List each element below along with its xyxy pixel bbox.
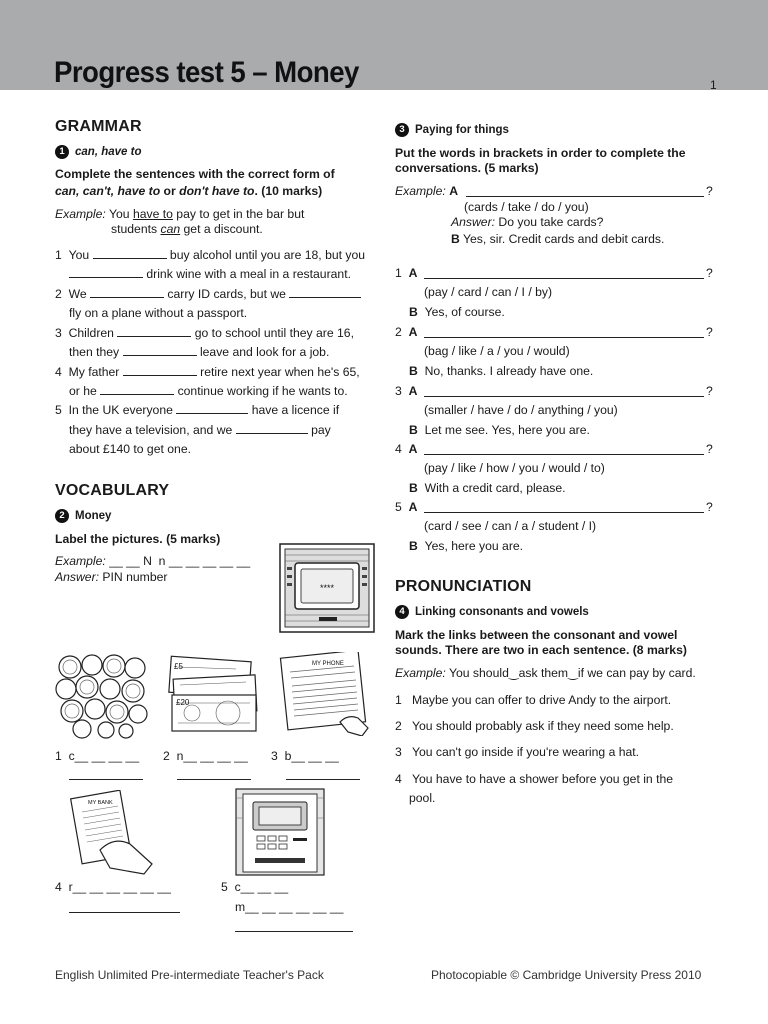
receipt-picture: [66, 790, 162, 876]
exercise-4-title: Linking consonants and vowels: [415, 606, 589, 618]
example-text: You should‿ask them‿if we can pay by card.: [445, 666, 696, 680]
example-answer-line: [466, 196, 704, 197]
speaker-a: A: [408, 266, 418, 280]
instr-word-1: can, can't, have to: [55, 184, 161, 198]
example-label: Example:: [395, 666, 446, 680]
conversation-2-line-b: [409, 364, 593, 378]
answer-blank[interactable]: [289, 287, 361, 298]
item-text[interactable]: Maybe you can offer to drive Andy to the airport.: [411, 693, 672, 707]
grammar-item-5-line3: about £140 to get one.: [69, 442, 191, 456]
answer-line[interactable]: [69, 779, 143, 780]
exercise-2-header: [55, 509, 111, 523]
item-text: have a licence if: [251, 403, 340, 417]
pronunciation-item-4-line2[interactable]: pool.: [409, 791, 436, 805]
conversation-4-line-b: [409, 481, 566, 495]
question-mark: ?: [706, 266, 713, 280]
item-number: 3: [395, 745, 402, 759]
conversation-3-line-a: [395, 384, 417, 398]
answer-blank[interactable]: [117, 326, 191, 337]
grammar-item-2: [55, 287, 361, 301]
item-text: In the UK everyone: [68, 403, 173, 417]
exercise-2-title: Money: [75, 510, 112, 522]
exercise-3-title: Paying for things: [415, 124, 509, 136]
svg-text:£5: £5: [174, 662, 183, 671]
item-text[interactable]: You have to have a shower before you get in the: [411, 772, 674, 786]
exercise-1-example: [55, 207, 304, 221]
exercise-3-instruction-line2: conversations. (5 marks): [395, 161, 539, 175]
answer-line[interactable]: [69, 912, 180, 913]
item-number: 1: [55, 248, 62, 262]
answer-blank[interactable]: [69, 267, 143, 278]
item-number: 1: [395, 693, 402, 707]
reply-text: No, thanks. I already have one.: [424, 364, 594, 378]
vocab-label-5-second: m__ __ __ __ __ __: [235, 900, 344, 914]
coins-picture: [54, 653, 150, 739]
item-text: My father: [68, 365, 120, 379]
exercise-3-example: [395, 184, 458, 198]
answer-line[interactable]: [235, 931, 353, 932]
reply-text: Yes, here you are.: [424, 539, 524, 553]
answer-line[interactable]: [286, 779, 360, 780]
exercise-3-header: [395, 123, 509, 137]
footer-left: English Unlimited Pre-intermediate Teacher's Pack: [55, 968, 324, 982]
exercise-4-header: [395, 605, 589, 619]
pronunciation-heading: PRONUNCIATION: [395, 578, 532, 595]
exercise-3-example-reply: [451, 232, 664, 246]
answer-blank[interactable]: [176, 403, 248, 414]
exercise-number-badge: 4: [395, 605, 409, 619]
item-number: 3: [395, 384, 402, 398]
answer-blank[interactable]: [100, 384, 174, 395]
answer-line[interactable]: [424, 512, 704, 513]
answer-line[interactable]: [177, 779, 251, 780]
item-text: Children: [68, 326, 114, 340]
conversation-4-line-a: [395, 442, 417, 456]
speaker-b: B: [409, 539, 418, 553]
reply-text: Yes, of course.: [424, 305, 505, 319]
answer-line[interactable]: [424, 454, 704, 455]
instr-word-2: don't have to: [179, 184, 255, 198]
item-number: 4: [395, 442, 402, 456]
item-text: or he: [69, 384, 97, 398]
question-mark: ?: [706, 184, 713, 198]
grammar-item-1-line2: [69, 267, 351, 281]
item-number: 2: [55, 287, 62, 301]
exercise-4-instruction: Mark the links between the consonant and vowel: [395, 628, 678, 642]
vocab-label-3: [271, 749, 339, 763]
conversation-2-line-a: [395, 325, 417, 339]
speaker-b: B: [409, 423, 418, 437]
item-text: they have a television, and we: [69, 423, 233, 437]
grammar-item-4: [55, 365, 360, 379]
item-number: 4: [55, 365, 62, 379]
item-number: 5: [55, 403, 62, 417]
label-number: 4: [55, 880, 62, 894]
item-text: go to school until they are 16,: [194, 326, 354, 340]
example-text: students: [111, 222, 161, 236]
speaker-a: A: [408, 325, 418, 339]
item-number: 2: [395, 719, 402, 733]
item-text[interactable]: You should probably ask if they need some help.: [411, 719, 674, 733]
label-hint: c__ __ __ __: [68, 749, 140, 763]
item-number: 5: [395, 500, 402, 514]
speaker-a: A: [449, 184, 459, 198]
page-number: 1: [710, 78, 717, 92]
vocab-label-4: [55, 880, 171, 894]
item-text: retire next year when he's 65,: [200, 365, 360, 379]
exercise-1-instruction: Complete the sentences with the correct form of: [55, 167, 335, 181]
grammar-item-5: [55, 403, 339, 417]
pronunciation-item-1: [395, 693, 671, 707]
example-underlined: have to: [132, 207, 173, 221]
jumbled-words: (pay / card / can / I / by): [424, 285, 553, 299]
item-number: 3: [55, 326, 62, 340]
vocabulary-heading: VOCABULARY: [55, 482, 170, 499]
grammar-heading: GRAMMAR: [55, 118, 142, 135]
answer-value: PIN number: [99, 570, 168, 584]
grammar-item-1: [55, 248, 365, 262]
speaker-b: B: [409, 305, 418, 319]
exercise-4-example: [395, 666, 696, 680]
grammar-item-5-line2: [69, 423, 331, 437]
exercise-4-instruction-line2: sounds. There are two in each sentence. (8 marks): [395, 643, 687, 657]
svg-text:£20: £20: [176, 698, 190, 707]
atm-screen-picture: [279, 543, 375, 633]
example-label: Example:: [55, 554, 106, 568]
conversation-3-line-b: [409, 423, 590, 437]
exercise-1-title: can, have to: [75, 146, 142, 158]
question-mark: ?: [706, 442, 713, 456]
exercise-3-answer: [451, 215, 603, 229]
item-number: 2: [395, 325, 402, 339]
pronunciation-item-2: [395, 719, 674, 733]
answer-value: Do you take cards?: [495, 215, 604, 229]
example-label: Example:: [395, 184, 446, 198]
item-text: We: [68, 287, 87, 301]
exercise-number-badge: 3: [395, 123, 409, 137]
answer-blank[interactable]: [90, 287, 164, 298]
vocab-label-1: [55, 749, 139, 763]
label-number: 3: [271, 749, 278, 763]
example-text: pay to get in the bar but: [172, 207, 305, 221]
answer-label: Answer:: [451, 215, 496, 229]
answer-blank[interactable]: [123, 345, 197, 356]
item-text: leave and look for a job.: [199, 345, 330, 359]
label-number: 5: [221, 880, 228, 894]
reply-text: With a credit card, please.: [424, 481, 566, 495]
exercise-2-example: [55, 554, 250, 568]
exercise-1-header: [55, 145, 141, 159]
pronunciation-item-4: [395, 772, 673, 786]
conversation-5-line-a: [395, 500, 417, 514]
answer-blank[interactable]: [236, 423, 308, 434]
item-number: 4: [395, 772, 402, 786]
item-text: then they: [69, 345, 120, 359]
label-hint: c__ __ __: [234, 880, 289, 894]
question-mark: ?: [706, 384, 713, 398]
speaker-b: B: [409, 481, 418, 495]
conversation-1-line-a: [395, 266, 417, 280]
instr-or: or: [160, 184, 180, 198]
footer-right: Photocopiable © Cambridge University Press 2010: [431, 968, 702, 982]
pronunciation-item-3: [395, 745, 639, 759]
exercise-2-answer: [55, 570, 167, 584]
example-underlined: can: [160, 222, 181, 236]
answer-blank[interactable]: [93, 248, 167, 259]
answer-line[interactable]: [424, 337, 704, 338]
grammar-item-4-line2: [69, 384, 348, 398]
exercise-3-instruction: Put the words in brackets in order to complete the: [395, 146, 686, 160]
speaker-b: B: [451, 232, 460, 246]
vocab-label-5: [221, 880, 288, 894]
jumbled-words: (cards / take / do / you): [464, 200, 589, 214]
jumbled-words: (pay / like / how / you / would / to): [424, 461, 605, 475]
exercise-number-badge: 1: [55, 145, 69, 159]
item-text: You: [68, 248, 90, 262]
answer-line[interactable]: [424, 396, 704, 397]
banknotes-picture: [166, 655, 262, 737]
receipt-title: MY BANK: [88, 800, 113, 806]
label-hint: r__ __ __ __ __ __: [68, 880, 171, 894]
atm-screen-text: ****: [319, 583, 335, 593]
item-text: carry ID cards, but we: [167, 287, 286, 301]
conversation-5-line-b: [409, 539, 523, 553]
reply-text: Let me see. Yes, here you are.: [424, 423, 590, 437]
exercise-2-instruction: Label the pictures. (5 marks): [55, 532, 221, 546]
conversation-1-line-b: [409, 305, 505, 319]
item-text: pay: [311, 423, 331, 437]
exercise-1-instruction-line2: [55, 184, 322, 198]
page-title: Progress test 5 – Money: [54, 56, 359, 89]
answer-blank[interactable]: [123, 365, 197, 376]
speaker-a: A: [408, 442, 418, 456]
statement-title: MY PHONE: [312, 661, 344, 667]
item-text: drink wine with a meal in a restaurant.: [146, 267, 351, 281]
question-mark: ?: [706, 500, 713, 514]
exercise-1-example-line2: [111, 222, 263, 236]
answer-line[interactable]: [424, 278, 704, 279]
item-text: buy alcohol until you are 18, but you: [169, 248, 366, 262]
jumbled-words: (card / see / can / a / student / I): [424, 519, 597, 533]
vocab-label-2: [163, 749, 248, 763]
label-hint: b__ __ __: [284, 749, 339, 763]
jumbled-words: (bag / like / a / you / would): [424, 344, 570, 358]
speaker-b: B: [409, 364, 418, 378]
jumbled-words: (smaller / have / do / anything / you): [424, 403, 618, 417]
grammar-item-3: [55, 326, 354, 340]
phone-bill-picture: [276, 652, 376, 736]
speaker-a: A: [408, 500, 418, 514]
cash-machine-picture: [235, 788, 325, 876]
example-label: Example:: [55, 207, 106, 221]
grammar-item-2-line2: fly on a plane without a passport.: [69, 306, 248, 320]
instr-marks: . (10 marks): [254, 184, 323, 198]
speaker-a: A: [408, 384, 418, 398]
example-value: __ __ N n __ __ __ __ __: [109, 554, 251, 568]
example-text: You: [105, 207, 133, 221]
item-text[interactable]: You can't go inside if you're wearing a hat.: [411, 745, 640, 759]
answer-label: Answer:: [55, 570, 100, 584]
grammar-item-3-line2: [69, 345, 329, 359]
exercise-number-badge: 2: [55, 509, 69, 523]
question-mark: ?: [706, 325, 713, 339]
example-text: get a discount.: [180, 222, 263, 236]
label-number: 2: [163, 749, 170, 763]
label-number: 1: [55, 749, 62, 763]
reply-text: Yes, sir. Credit cards and debit cards.: [462, 232, 665, 246]
label-hint: n__ __ __ __: [176, 749, 248, 763]
item-number: 1: [395, 266, 402, 280]
item-text: continue working if he wants to.: [177, 384, 348, 398]
